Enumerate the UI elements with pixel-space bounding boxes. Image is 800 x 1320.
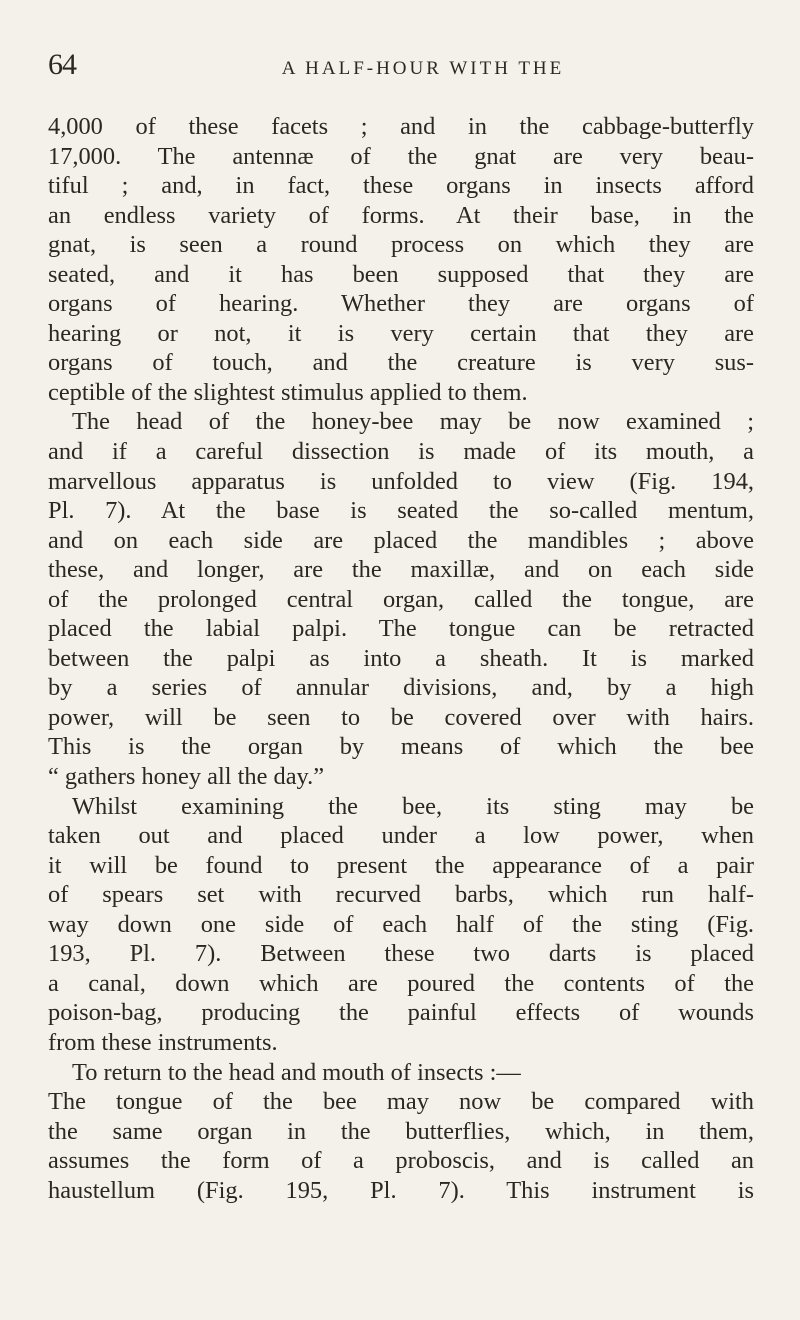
text-line: it will be found to present the appearance of a pair — [48, 851, 754, 879]
text-line: 4,000 of these facets ; and in the cabbage-butterfly — [48, 113, 754, 140]
page-number: 64 — [48, 48, 76, 81]
text-line: and if a careful dissection is made of its mouth, a — [48, 438, 754, 466]
text-line: between the palpi as into a sheath. It is marked — [48, 644, 754, 672]
text-line: by a series of annular divisions, and, by a high — [48, 674, 754, 702]
text-line: 17,000. The antennæ of the gnat are very beau- — [48, 142, 754, 170]
running-title: A HALF-HOUR WITH THE — [281, 58, 565, 79]
text-line: of the prolonged central organ, called the tongue, are — [48, 585, 754, 613]
text-line: gnat, is seen a round process on which they are — [48, 231, 754, 259]
text-line: tiful ; and, in fact, these organs in insects afford — [48, 172, 754, 200]
text-line: The head of the honey-bee may be now examined ; — [72, 408, 754, 436]
text-line: This is the organ by means of which the bee — [48, 733, 754, 761]
text-line: haustellum (Fig. 195, Pl. 7). This instrument is — [48, 1176, 754, 1204]
text-line: the same organ in the butterflies, which, in them, — [48, 1117, 754, 1145]
text-line: organs of touch, and the creature is very sus- — [48, 349, 754, 377]
text-line: and on each side are placed the mandibles ; above — [48, 526, 754, 554]
text-line: a canal, down which are poured the contents of the — [48, 969, 754, 997]
text-line: placed the labial palpi. The tongue can be retracted — [48, 615, 754, 643]
text-line: power, will be seen to be covered over with hairs. — [48, 703, 754, 731]
text-line: an endless variety of forms. At their base, in the — [48, 201, 754, 229]
text-line: The tongue of the bee may now be compared with — [48, 1088, 754, 1116]
text-line: these, and longer, are the maxillæ, and on each side — [48, 556, 754, 584]
text-line: “ gathers honey all the day.” — [48, 763, 325, 791]
text-line: hearing or not, it is very certain that they are — [48, 319, 754, 347]
text-line: 193, Pl. 7). Between these two darts is placed — [48, 940, 754, 968]
text-line: poison-bag, producing the painful effects of wounds — [48, 999, 754, 1027]
page-header — [48, 48, 748, 88]
text-line: taken out and placed under a low power, when — [48, 822, 754, 850]
text-line: ceptible of the slightest stimulus applied to them. — [48, 378, 528, 406]
text-line: from these instruments. — [48, 1028, 278, 1056]
text-line: marvellous apparatus is unfolded to view (Fig. 194, — [48, 467, 754, 495]
text-line: Whilst examining the bee, its sting may be — [72, 792, 754, 820]
body-text — [48, 112, 754, 1205]
text-line: of spears set with recurved barbs, which run half- — [48, 881, 754, 909]
text-line: Pl. 7). At the base is seated the so-called mentum, — [48, 497, 754, 525]
text-line: organs of hearing. Whether they are organs of — [48, 290, 754, 318]
text-line: assumes the form of a proboscis, and is called an — [48, 1147, 754, 1175]
text-line: way down one side of each half of the sting (Fig. — [48, 910, 754, 938]
text-line: seated, and it has been supposed that they are — [48, 260, 754, 288]
text-line: To return to the head and mouth of insects :— — [72, 1058, 521, 1086]
